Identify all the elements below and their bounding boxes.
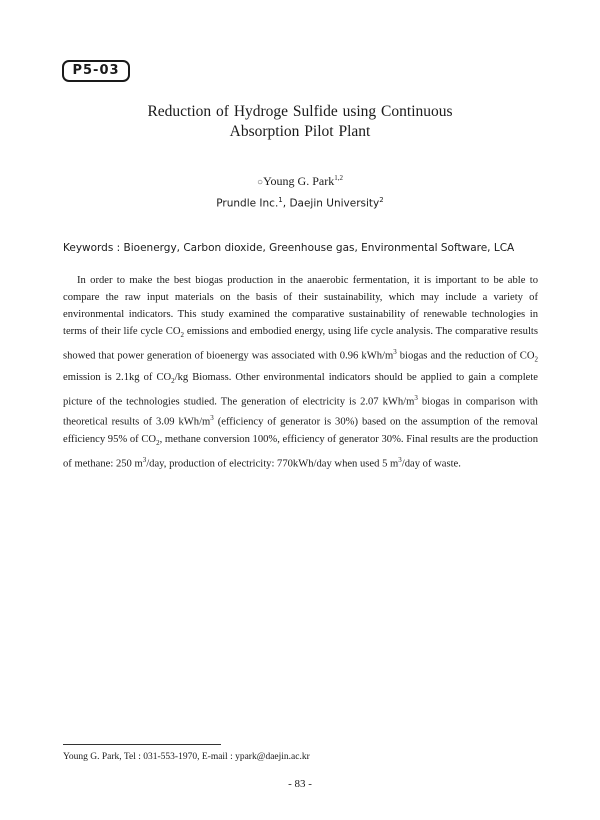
abstract: In order to make the best biogas production in the anaerobic fermentation, it is important to be able to compare the raw input materials on the basis of their sustainability, which may include a variety of environmental indicators. This study examined the comparative sustainability of renewable technologies in terms of their life cycle $CO_2$ emissions and embodied energy, using life cycle analysis. The comparative results showed that power generation of bioenergy was associated with 0.96 kWh/$m^3$ biogas and the reduction of $CO_2$ emission is 2.1kg of $CO_2/kg$ Biomass. Other environmental indicators should be applied to gain a complete picture of the technologies studied. The generation of electricity is 2.07 kWh/$m^3$ biogas in comparison with theoretical results of 3.09 kWh/$m^3$ (efficiency of generator is 30%) based on the assumption of the removal efficiency 95% of $CO_2$, methane conversion 100%, efficiency of generator 30%. Final results are the production of methane: 250 $m^3$/day, production of electricity: 770kWh/day when used 5 $m^3$/day of waste. — [63, 275, 539, 470]
title-line-2: Absorption Pilot Plant — [229, 123, 371, 140]
affiliations: Prundle Inc.$^1$, Daejin University$^2$ — [216, 196, 384, 210]
footnote-contact: Young G. Park, Tel : 031-553-1970, E-mail : ypark@daejin.ac.kr — [63, 752, 310, 762]
author-name: Young G. Park — [263, 174, 335, 188]
footnote-divider — [63, 744, 221, 745]
paper-id-badge: P5-03 — [62, 60, 130, 82]
paper-title — [60, 102, 540, 142]
keywords: Keywords : Bioenergy, Carbon dioxide, Greenhouse gas, Environmental Software, LCA — [63, 242, 515, 254]
title-line-1: Reduction of Hydroge Sulfide using Continuous — [147, 103, 453, 120]
author-affil-sup: 1,2 — [334, 174, 343, 182]
presenter-circle-icon: ○ — [257, 177, 264, 188]
affiliation-1: Prundle Inc. — [216, 197, 279, 210]
author-line — [60, 174, 540, 189]
affiliation-2: Daejin University — [289, 197, 380, 210]
affiliation-1-sup: 1 — [278, 196, 283, 204]
affiliation-2-sup: 2 — [379, 196, 384, 204]
page-number: - 83 - — [288, 778, 312, 790]
